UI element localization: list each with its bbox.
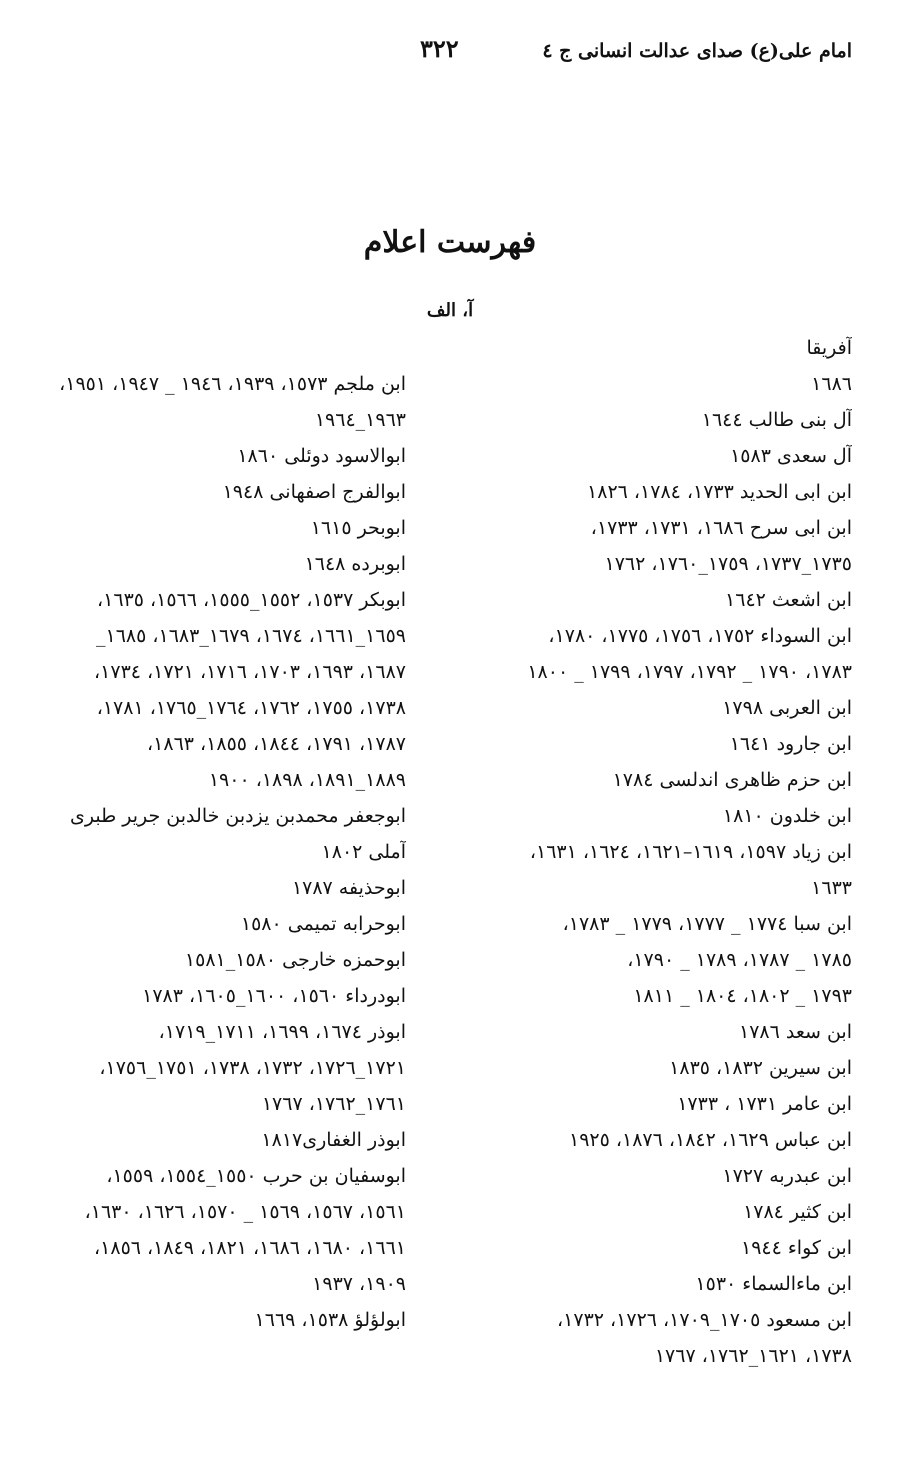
index-entry-line: ابن ابی سرح ١٦٨٦، ١٧٣١، ١٧٣٣، [590, 517, 852, 539]
index-entry-line: ١٦٨٦ [811, 373, 852, 395]
index-entry-line: ابن کواء ١٩٤٤ [740, 1237, 852, 1259]
index-entry-line: ١٥٦١، ١٥٦٧، ١٥٦٩ _ ١٥٧٠، ١٦٢٦، ١٦٣٠، [84, 1201, 406, 1223]
index-entry-line: ١٦٣٣ [811, 877, 852, 899]
index-entry-line: ابوالاسود دوئلی ١٨٦٠ [237, 445, 406, 467]
index-entry-line: ابن عامر ١٧٣١ ، ١٧٣٣ [677, 1093, 852, 1115]
index-entry-line: ١٧٢١_١٧٢٦، ١٧٣٢، ١٧٣٨، ١٧٥١_١٧٥٦، [99, 1057, 406, 1079]
index-entry-line: ابن ماءالسماء ١٥٣٠ [695, 1273, 852, 1295]
index-entry-line: ابوسفیان بن حرب ١٥٥٠_١٥٥٤، ١٥٥٩، [106, 1165, 406, 1187]
index-entry-line: ١٧٩٣ _ ١٨٠٢، ١٨٠٤ _ ١٨١١ [633, 985, 852, 1007]
index-entry-line: ابوبکر ١٥٣٧، ١٥٥٢_١٥٥٥، ١٥٦٦، ١٦٣٥، [97, 589, 406, 611]
index-entry-line: ١٦٨٧، ١٦٩٣، ١٧٠٣، ١٧١٦، ١٧٢١، ١٧٣٤، [94, 661, 406, 683]
index-entry-line: ١٨٨٩_١٨٩١، ١٨٩٨، ١٩٠٠ [208, 769, 406, 791]
index-column-right [482, 330, 852, 1374]
index-entry-line: ١٧٣٥_١٧٣٧، ١٧٥٩_١٧٦٠، ١٧٦٢ [604, 553, 852, 575]
index-entry-line: ١٧٨٣، ١٧٩٠ _ ١٧٩٢، ١٧٩٧، ١٧٩٩ _ ١٨٠٠ [527, 661, 852, 683]
index-entry-line: ابن مسعود ١٧٠٥_١٧٠٩، ١٧٢٦، ١٧٣٢، [557, 1309, 852, 1331]
index-entry-line: ابولؤلؤ ١٥٣٨، ١٦٦٩ [254, 1309, 406, 1331]
index-entry-line: ابوبحر ١٦١٥ [310, 517, 406, 539]
running-title: امام علی(ع) صدای عدالت انسانی ج ٤ [542, 40, 852, 62]
index-entry-line: ابوحمزه خارجی ١٥٨٠_١٥٨١ [184, 949, 406, 971]
index-entry-line: ابوحذیفه ١٧٨٧ [291, 877, 406, 899]
index-entry-line: ١٦٥٩_١٦٦١، ١٦٧٤، ١٦٧٩_١٦٨٣، ١٦٨٥_ [96, 625, 406, 647]
page-number: ٣٢٢ [420, 34, 459, 63]
index-entry-line: ١٧٨٥ _ ١٧٨٧، ١٧٨٩ _ ١٧٩٠، [627, 949, 852, 971]
index-entry-line: ١٦٦١، ١٦٨٠، ١٦٨٦، ١٨٢١، ١٨٤٩، ١٨٥٦، [94, 1237, 406, 1259]
index-entry-line: ١٩٠٩، ١٩٣٧ [312, 1273, 406, 1295]
index-entry-line: ابن کثیر ١٧٨٤ [743, 1201, 852, 1223]
index-entry-line: ابن ملجم ١٥٧٣، ١٩٣٩، ١٩٤٦ _ ١٩٤٧، ١٩٥١، [59, 373, 406, 395]
index-entry-line: ابودرداء ١٥٦٠، ١٦٠٠_١٦٠٥، ١٧٨٣ [142, 985, 406, 1007]
index-entry-line: ابن السوداء ١٧٥٢، ١٧٥٦، ١٧٧٥، ١٧٨٠، [548, 625, 852, 647]
index-entry-line: ابوبرده ١٦٤٨ [304, 553, 406, 575]
index-entry-line: ابن عبدربه ١٧٢٧ [722, 1165, 852, 1187]
index-entry-line: ١٧٣٨، ١٦٢١_١٧٦٢، ١٧٦٧ [654, 1345, 852, 1367]
index-entry-line: ابن حزم ظاهری اندلسی ١٧٨٤ [612, 769, 852, 791]
index-entry-line: آل سعدی ١٥٨٣ [730, 445, 852, 467]
index-entry-line: ابوالفرج اصفهانی ١٩٤٨ [222, 481, 406, 503]
index-entry-line: ابوذر الغفاری١٨١٧ [261, 1129, 406, 1151]
index-entry-line: ١٧٣٨، ١٧٥٥، ١٧٦٢، ١٧٦٤_١٧٦٥، ١٧٨١، [96, 697, 406, 719]
section-heading: آ، الف [426, 300, 474, 321]
index-entry-line: آملی ١٨٠٢ [321, 841, 406, 863]
index-entry-line: ١٩٦٣_١٩٦٤ [314, 409, 406, 431]
index-entry-line: ابن خلدون ١٨١٠ [722, 805, 852, 827]
index-column-left [41, 366, 406, 1338]
index-entry-line: ابن جارود ١٦٤١ [729, 733, 852, 755]
index-entry-line: آل بنی طالب ١٦٤٤ [701, 409, 852, 431]
index-entry-line: آفریقا [806, 337, 852, 359]
index-entry-line: ابن سبا ١٧٧٤ _ ١٧٧٧، ١٧٧٩ _ ١٧٨٣، [562, 913, 852, 935]
index-entry-line: ابن العربی ١٧٩٨ [722, 697, 852, 719]
index-entry-line: ١٧٦١_١٧٦٢، ١٧٦٧ [261, 1093, 406, 1115]
index-entry-line: ١٧٨٧، ١٧٩١، ١٨٤٤، ١٨٥٥، ١٨٦٣، [147, 733, 406, 755]
index-entry-line: ابوذر ١٦٧٤، ١٦٩٩، ١٧١١_١٧١٩، [158, 1021, 406, 1043]
index-entry-line: ابن ابی الحدید ١٧٣٣، ١٧٨٤، ١٨٢٦ [587, 481, 852, 503]
index-entry-line: ابن عباس ١٦٢٩، ١٨٤٢، ١٨٧٦، ١٩٢٥ [569, 1129, 852, 1151]
index-entry-line: ابوجعفر محمدبن یزدبن خالدبن جریر طبری [70, 805, 406, 827]
index-entry-line: ابن سیرین ١٨٣٢، ١٨٣٥ [669, 1057, 852, 1079]
index-entry-line: ابوحرابه تمیمی ١٥٨٠ [240, 913, 406, 935]
index-title: فهرست اعلام [363, 225, 537, 260]
index-entry-line: ابن اشعث ١٦٤٢ [725, 589, 852, 611]
index-entry-line: ابن سعد ١٧٨٦ [739, 1021, 852, 1043]
index-entry-line: ابن زیاد ١٥٩٧، ١٦١٩–١٦٢١، ١٦٢٤، ١٦٣١، [529, 841, 852, 863]
